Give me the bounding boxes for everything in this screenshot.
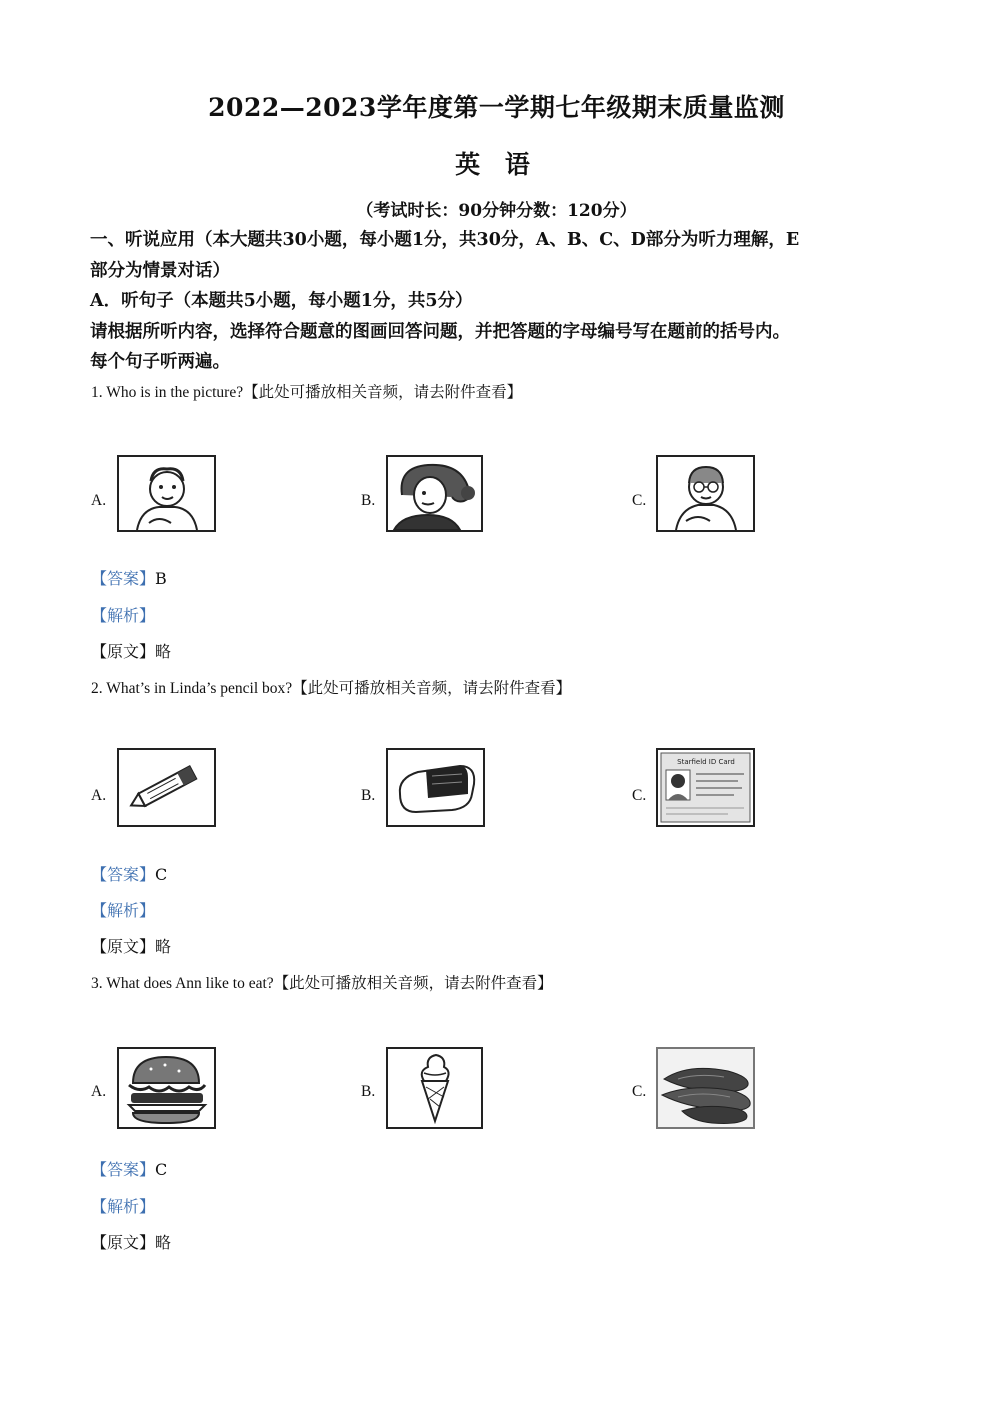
q1-analysis: 【解析】 [91,606,156,625]
q2-option-a-image[interactable] [117,748,216,827]
q1-option-b-label: B. [361,492,376,509]
grandmother-icon [658,457,753,530]
q1-original: 【原文】略 [91,642,172,661]
q2-option-c-label: C. [632,787,647,804]
q3-answer: 【答案】C [91,1160,168,1179]
q3-option-c-label: C. [632,1083,647,1100]
old-man-icon [119,457,214,530]
q3-option-a-label: A. [91,1083,107,1100]
q2-original: 【原文】略 [91,937,172,956]
ice-cream-icon [388,1049,481,1127]
question-2-text: 2. What’s in Linda’s pencil box?【此处可播放相关音频，请去附件查看】 [91,680,572,697]
instruction-line2: 每个句子听两遍。 [90,352,230,372]
part-a-heading: A．听句子（本题共5小题，每小题1分，共5分） [90,291,473,311]
hamburger-icon [119,1049,214,1127]
exam-info: （考试时长：90分钟分数：120分） [356,201,637,221]
id-card-title-text: Starfield ID Card [677,758,735,766]
instruction-line1: 请根据所听内容，选择符合题意的图画回答问题，并把答题的字母编号写在题前的括号内。 [90,322,790,342]
q2-analysis: 【解析】 [91,901,156,920]
q3-analysis: 【解析】 [91,1197,156,1216]
q1-option-a-label: A. [91,492,107,509]
section-heading-line1: 一、听说应用（本大题共30小题，每小题1分，共30分，A、B、C、D部分为听力理解，E [90,230,800,250]
q1-option-b-image[interactable] [386,455,483,532]
q2-option-a-label: A. [91,787,107,804]
q3-original: 【原文】略 [91,1233,172,1252]
carrots-icon [658,1049,753,1127]
q3-option-a-image[interactable] [117,1047,216,1129]
pen-icon [119,750,214,825]
question-3-text: 3. What does Ann like to eat?【此处可播放相关音频，请去附件查看】 [91,975,553,992]
exam-title: 2022—2023学年度第一学期七年级期末质量监测 [208,93,785,122]
q2-option-c-image[interactable] [656,748,755,827]
section-heading-line2: 部分为情景对话） [90,261,230,281]
q2-option-b-label: B. [361,787,376,804]
q2-option-b-image[interactable] [386,748,485,827]
q1-option-c-label: C. [632,492,647,509]
eraser-icon [388,750,483,825]
q2-answer: 【答案】C [91,865,168,884]
q3-option-c-image[interactable] [656,1047,755,1129]
subject-title: 英 语 [455,150,538,179]
q1-answer: 【答案】B [91,569,167,588]
q3-option-b-label: B. [361,1083,376,1100]
id-card-icon [658,750,753,825]
q1-option-c-image[interactable] [656,455,755,532]
question-1-text: 1. Who is in the picture?【此处可播放相关音频，请去附件查看】 [91,384,523,401]
girl-icon [388,457,481,530]
q3-option-b-image[interactable] [386,1047,483,1129]
q1-option-a-image[interactable] [117,455,216,532]
